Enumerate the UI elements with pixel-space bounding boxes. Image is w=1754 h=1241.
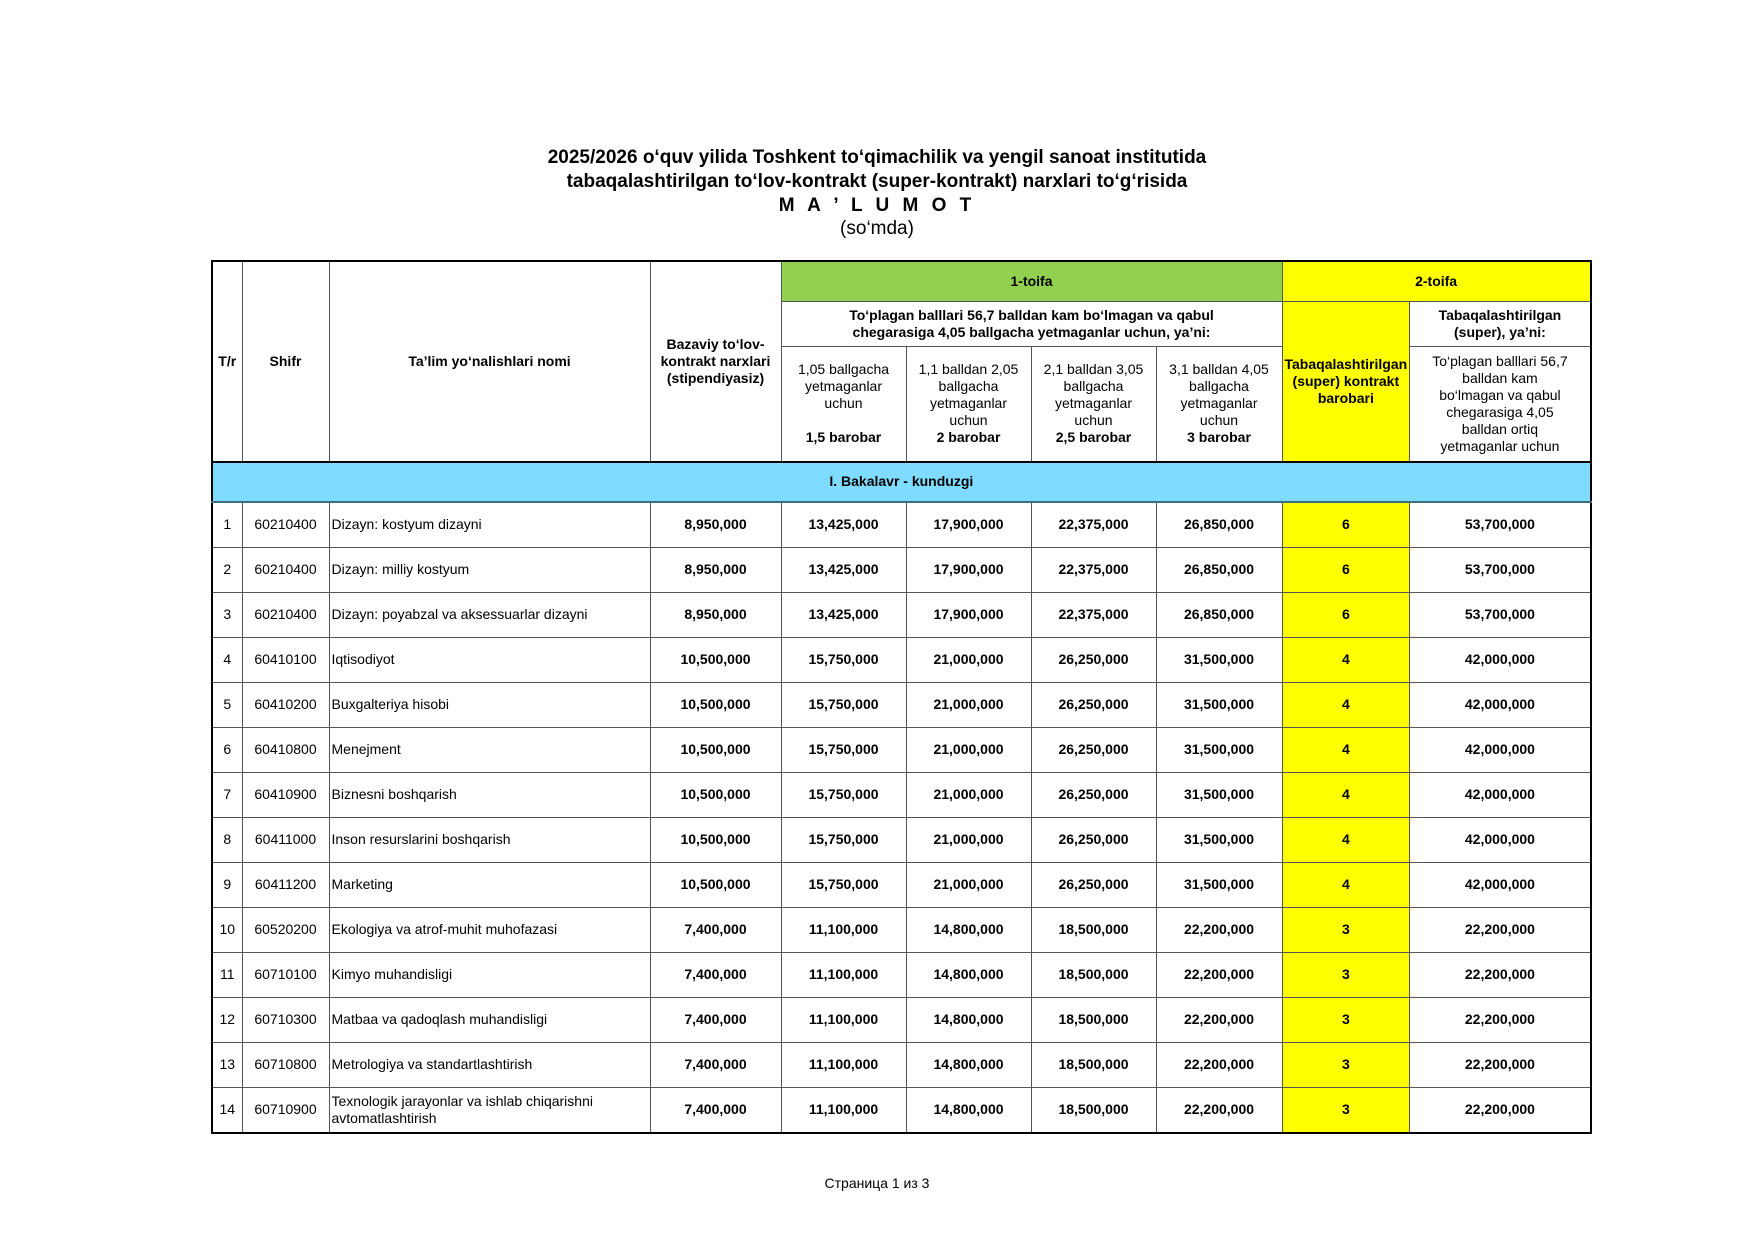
row-base-price: 10,500,000 [650,727,781,772]
row-price-1-5x: 13,425,000 [781,592,906,637]
header-col-4 [1156,347,1282,462]
row-price-2x: 21,000,000 [906,772,1031,817]
row-number: 13 [212,1042,242,1087]
table-row [212,997,1591,1042]
row-base-price: 8,950,000 [650,592,781,637]
row-shifr: 60410100 [242,637,329,682]
row-price-1-5x: 11,100,000 [781,1042,906,1087]
row-shifr: 60411000 [242,817,329,862]
row-price-2x: 14,800,000 [906,952,1031,997]
row-super-price: 22,200,000 [1410,1042,1591,1087]
row-super-multiplier: 4 [1282,817,1410,862]
table-row [212,682,1591,727]
table-row [212,952,1591,997]
row-price-2-5x: 26,250,000 [1031,637,1156,682]
row-price-1-5x: 15,750,000 [781,637,906,682]
row-price-1-5x: 15,750,000 [781,817,906,862]
row-price-2-5x: 18,500,000 [1031,907,1156,952]
row-super-multiplier: 4 [1282,727,1410,772]
row-price-2-5x: 18,500,000 [1031,1087,1156,1133]
row-price-1-5x: 11,100,000 [781,952,906,997]
row-name: Dizayn: poyabzal va aksessuarlar dizayni [329,592,650,637]
row-price-2x: 17,900,000 [906,547,1031,592]
row-super-multiplier: 3 [1282,1087,1410,1133]
row-super-multiplier: 4 [1282,637,1410,682]
table-body [212,502,1591,1133]
row-price-2x: 21,000,000 [906,727,1031,772]
row-super-price: 42,000,000 [1410,862,1591,907]
row-shifr: 60210400 [242,592,329,637]
header-toifa-1: 1-toifa [781,261,1282,302]
row-super-multiplier: 3 [1282,997,1410,1042]
row-number: 2 [212,547,242,592]
table-row [212,502,1591,548]
header-col-4-text: 3,1 balldan 4,05 ballgacha yetmaganlar uchun [1169,361,1269,429]
row-name: Inson resurslarini boshqarish [329,817,650,862]
row-name: Matbaa va qadoqlash muhandisligi [329,997,650,1042]
row-super-multiplier: 6 [1282,502,1410,548]
row-super-multiplier: 6 [1282,547,1410,592]
row-price-2x: 21,000,000 [906,637,1031,682]
row-price-2x: 17,900,000 [906,502,1031,548]
header-toifa1-subheader: To‘plagan balllari 56,7 balldan kam bo‘lmagan va qabul chegarasiga 4,05 ballgacha yetmaganlar uchun, ya’ni: [781,302,1282,347]
row-price-2-5x: 18,500,000 [1031,1042,1156,1087]
row-price-2-5x: 26,250,000 [1031,862,1156,907]
header-col-3-multiplier: 2,5 barobar [1055,429,1132,446]
row-number: 1 [212,502,242,548]
row-super-price: 53,700,000 [1410,592,1591,637]
row-price-3x: 22,200,000 [1156,1042,1282,1087]
table-row [212,862,1591,907]
header-col-1-text: 1,05 ballgacha yetmaganlar uchun [797,361,890,412]
row-base-price: 10,500,000 [650,817,781,862]
row-price-1-5x: 15,750,000 [781,862,906,907]
row-price-3x: 31,500,000 [1156,637,1282,682]
section-bakalavr-kunduzgi: I. Bakalavr - kunduzgi [212,462,1591,502]
row-name: Dizayn: milliy kostyum [329,547,650,592]
header-bazaviy: Bazaviy to‘lov-kontrakt narxlari (stipendiyasiz) [650,261,781,462]
row-number: 4 [212,637,242,682]
row-price-2-5x: 26,250,000 [1031,727,1156,772]
row-super-price: 42,000,000 [1410,727,1591,772]
row-price-2x: 14,800,000 [906,907,1031,952]
row-price-1-5x: 11,100,000 [781,907,906,952]
row-base-price: 10,500,000 [650,682,781,727]
row-super-price: 42,000,000 [1410,772,1591,817]
row-super-multiplier: 3 [1282,952,1410,997]
table-row [212,727,1591,772]
header-shifr: Shifr [242,261,329,462]
header-toifa-2: 2-toifa [1282,261,1591,302]
document-title-block [0,146,1754,241]
row-price-2-5x: 22,375,000 [1031,547,1156,592]
row-price-2x: 21,000,000 [906,817,1031,862]
row-number: 6 [212,727,242,772]
row-price-2-5x: 22,375,000 [1031,592,1156,637]
row-shifr: 60410800 [242,727,329,772]
row-price-2-5x: 18,500,000 [1031,952,1156,997]
row-number: 10 [212,907,242,952]
row-super-price: 42,000,000 [1410,817,1591,862]
row-base-price: 8,950,000 [650,502,781,548]
row-super-price: 22,200,000 [1410,997,1591,1042]
header-col-2-text: 1,1 balldan 2,05 ballgacha yetmaganlar uchun [918,361,1019,429]
row-price-2x: 14,800,000 [906,1042,1031,1087]
table-row [212,1087,1591,1133]
header-col-4-multiplier: 3 barobar [1187,429,1251,446]
row-name: Menejment [329,727,650,772]
tuition-price-table [211,260,1592,1134]
row-price-2x: 21,000,000 [906,862,1031,907]
header-tr: T/r [212,261,242,462]
row-base-price: 10,500,000 [650,772,781,817]
row-shifr: 60410900 [242,772,329,817]
row-name: Metrologiya va standartlashtirish [329,1042,650,1087]
table-row [212,592,1591,637]
row-price-1-5x: 15,750,000 [781,682,906,727]
header-col-3-text: 2,1 balldan 3,05 ballgacha yetmaganlar uchun [1043,361,1144,429]
row-price-3x: 26,850,000 [1156,547,1282,592]
row-base-price: 8,950,000 [650,547,781,592]
table-row [212,637,1591,682]
row-price-3x: 22,200,000 [1156,997,1282,1042]
table-row [212,907,1591,952]
row-shifr: 60520200 [242,907,329,952]
header-col-1 [781,347,906,462]
row-price-3x: 31,500,000 [1156,862,1282,907]
row-base-price: 7,400,000 [650,952,781,997]
row-shifr: 60710100 [242,952,329,997]
row-number: 11 [212,952,242,997]
row-price-2-5x: 22,375,000 [1031,502,1156,548]
row-number: 8 [212,817,242,862]
row-price-1-5x: 13,425,000 [781,502,906,548]
row-price-2x: 17,900,000 [906,592,1031,637]
row-price-3x: 26,850,000 [1156,592,1282,637]
title-malumot: M A ’ L U M O T [778,195,976,216]
row-super-multiplier: 3 [1282,907,1410,952]
row-super-price: 42,000,000 [1410,682,1591,727]
row-super-multiplier: 3 [1282,1042,1410,1087]
row-super-multiplier: 6 [1282,592,1410,637]
row-shifr: 60710300 [242,997,329,1042]
row-base-price: 7,400,000 [650,1042,781,1087]
row-shifr: 60710800 [242,1042,329,1087]
header-super-description: To‘plagan balllari 56,7 balldan kam bo‘lmagan va qabul chegarasiga 4,05 balldan ortiq yetmaganlar uchun [1410,347,1591,462]
row-super-price: 22,200,000 [1410,952,1591,997]
title-line-1: 2025/2026 o‘quv yilida Toshkent to‘qimachilik va yengil sanoat institutida [547,147,1207,168]
row-base-price: 7,400,000 [650,907,781,952]
header-col-3 [1031,347,1156,462]
table-row [212,772,1591,817]
row-shifr: 60411200 [242,862,329,907]
row-base-price: 7,400,000 [650,1087,781,1133]
row-base-price: 10,500,000 [650,637,781,682]
row-name: Biznesni boshqarish [329,772,650,817]
row-price-2-5x: 26,250,000 [1031,772,1156,817]
title-line-2: tabaqalashtirilgan to‘lov-kontrakt (super-kontrakt) narxlari to‘g‘risida [566,171,1188,192]
row-name: Marketing [329,862,650,907]
row-super-multiplier: 4 [1282,862,1410,907]
row-number: 9 [212,862,242,907]
row-price-3x: 22,200,000 [1156,907,1282,952]
row-price-2x: 14,800,000 [906,1087,1031,1133]
row-price-1-5x: 11,100,000 [781,1087,906,1133]
row-price-3x: 31,500,000 [1156,772,1282,817]
row-base-price: 10,500,000 [650,862,781,907]
header-col-2 [906,347,1031,462]
row-super-price: 53,700,000 [1410,547,1591,592]
row-number: 12 [212,997,242,1042]
row-price-3x: 31,500,000 [1156,817,1282,862]
currency-unit: (so‘mda) [840,218,914,239]
row-name: Dizayn: kostyum dizayni [329,502,650,548]
row-price-3x: 31,500,000 [1156,682,1282,727]
row-super-price: 53,700,000 [1410,502,1591,548]
row-price-1-5x: 13,425,000 [781,547,906,592]
row-price-2-5x: 26,250,000 [1031,682,1156,727]
table-row [212,547,1591,592]
row-price-3x: 22,200,000 [1156,1087,1282,1133]
row-super-price: 42,000,000 [1410,637,1591,682]
row-shifr: 60710900 [242,1087,329,1133]
row-name: Iqtisodiyot [329,637,650,682]
row-price-3x: 22,200,000 [1156,952,1282,997]
row-super-multiplier: 4 [1282,772,1410,817]
row-number: 7 [212,772,242,817]
header-super-subheader: Tabaqalashtirilgan (super), ya’ni: [1410,302,1591,347]
row-price-1-5x: 11,100,000 [781,997,906,1042]
row-shifr: 60410200 [242,682,329,727]
row-price-2x: 21,000,000 [906,682,1031,727]
table-row [212,1042,1591,1087]
row-price-2x: 14,800,000 [906,997,1031,1042]
header-col-1-multiplier: 1,5 barobar [805,429,882,446]
row-super-multiplier: 4 [1282,682,1410,727]
row-shifr: 60210400 [242,547,329,592]
row-number: 5 [212,682,242,727]
row-price-2-5x: 18,500,000 [1031,997,1156,1042]
row-base-price: 7,400,000 [650,997,781,1042]
row-super-price: 22,200,000 [1410,1087,1591,1133]
row-shifr: 60210400 [242,502,329,548]
row-price-2-5x: 26,250,000 [1031,817,1156,862]
row-number: 3 [212,592,242,637]
row-price-1-5x: 15,750,000 [781,772,906,817]
table-row [212,817,1591,862]
row-name: Ekologiya va atrof-muhit muhofazasi [329,907,650,952]
row-name: Buxgalteriya hisobi [329,682,650,727]
page-footer: Страница 1 из 3 [824,1175,930,1191]
row-number: 14 [212,1087,242,1133]
header-name: Ta’lim yo‘nalishlari nomi [329,261,650,462]
header-barobari: Tabaqalashtirilgan (super) kontrakt barobari [1282,302,1410,462]
row-price-1-5x: 15,750,000 [781,727,906,772]
row-super-price: 22,200,000 [1410,907,1591,952]
row-name: Kimyo muhandisligi [329,952,650,997]
row-name: Texnologik jarayonlar va ishlab chiqarishni avtomatlashtirish [329,1087,650,1133]
header-col-2-multiplier: 2 barobar [936,429,1001,446]
row-price-3x: 31,500,000 [1156,727,1282,772]
row-price-3x: 26,850,000 [1156,502,1282,548]
